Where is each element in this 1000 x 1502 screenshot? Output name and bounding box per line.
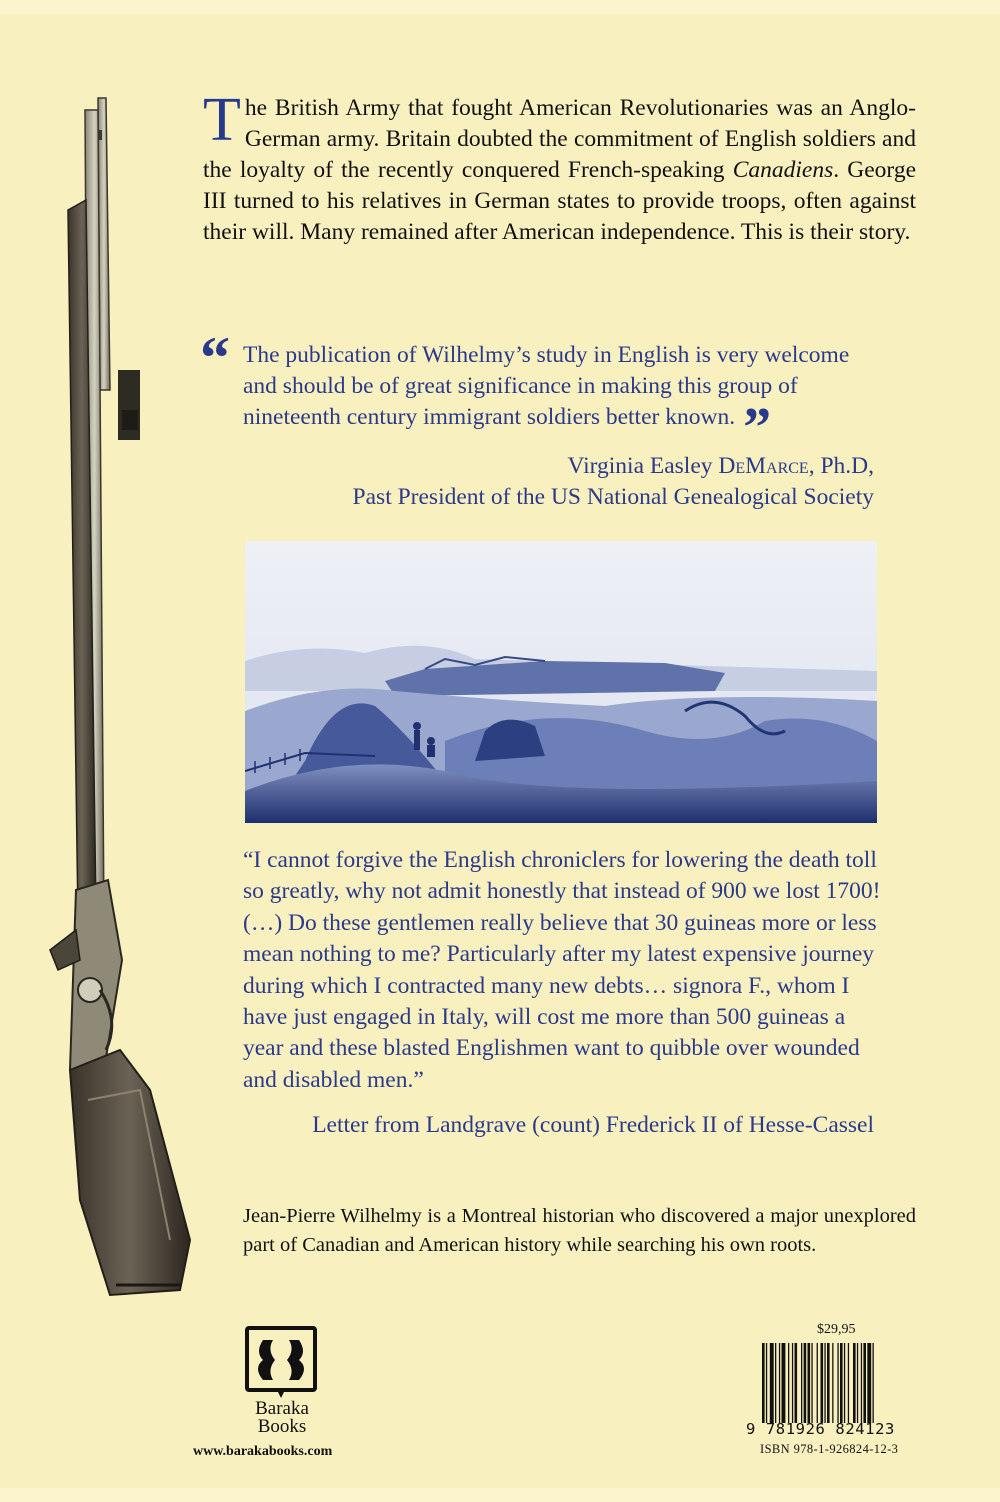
barcode-bar [766,1343,767,1423]
barcode-bar [840,1343,843,1423]
barcode-bar [873,1343,874,1423]
barcode-bar [795,1343,798,1423]
close-quote-mark: ” [743,397,772,459]
top-edge [0,0,1000,14]
intro-text-2: . George III turned to his relatives in German states to provide troops, often against their will. Many remained after American independence. This is their story. [203,157,917,245]
barcode-bar [779,1343,780,1423]
intro-italic-word: Canadiens [732,157,834,183]
author-bio: Jean-Pierre Wilhelmy is a Montreal historian who discovered a major unexplored part of Canadian and American history while searching his own roots. [243,1205,916,1256]
letter-quote: “I cannot forgive the English chroniclers for lowering the death toll so greatly, why not admit honestly that instead of 900 we lost 1700! (…) Do these gentlemen really believe that 30 guineas more or less mean nothing to me? Particularly after my latest expensive journey during which I contracted many new debts… signora F., whom I have just engaged in Italy, will cost me more than 500 guineas a year and these blasted Englishmen want to quibble over wounded and disabled men.” [243,847,881,1093]
barcode-digits: 9 781926 824123 [746,1420,895,1438]
open-quote-mark: “ [200,325,230,391]
barcode-bar [867,1343,871,1423]
price: $29,95 [817,1322,856,1337]
barcode-bar [770,1343,774,1423]
drop-cap: T [203,86,241,154]
testimonial-author-first: Virginia Easley [567,453,713,479]
barcode-bar [844,1343,845,1423]
musket-illustration [30,90,205,1300]
barcode-bar [801,1343,802,1423]
barcode-bar [837,1343,838,1423]
intro-text-1: he British Army that fought American Revolutionaries was an Anglo-German army. Britain doubted the commitment of English soldiers and the loyalty of the recently conquered French-speaking [203,95,916,183]
barcode-bar [863,1343,866,1423]
barcode-bar [762,1343,765,1423]
testimonial-author-last: DeMarce [718,453,809,479]
barcode-bar [775,1343,776,1423]
publisher-name-line1: Baraka [255,1398,309,1419]
barcode-bar [853,1343,856,1423]
testimonial-text: The publication of Wilhelmy’s study in English is very welcome and should be of great significance in making this group of nineteenth century immigrant soldiers better known. [243,342,850,430]
baraka-books-logo-icon [245,1326,317,1400]
barcode-bar [832,1343,833,1423]
barcode-bar [824,1343,825,1423]
barcode-bar [804,1343,807,1423]
testimonial-attribution [353,451,874,513]
barcode-bar [857,1343,858,1423]
letter-attribution: Letter from Landgrave (count) Frederick II of Hesse-Cassel [312,1112,874,1138]
publisher-website: www.barakabooks.com [193,1444,333,1459]
barcode-bar [827,1343,830,1423]
bottom-edge [0,1488,1000,1502]
barcode-bar [782,1343,786,1423]
barcode-bar [788,1343,789,1423]
barcode-bar [817,1343,818,1423]
barcode-bar [848,1343,849,1423]
testimonial-author-suffix: , Ph.D, [808,453,874,479]
barcode-bar [821,1343,824,1423]
landscape-engraving [245,541,877,823]
publisher-name-line2: Books [257,1416,307,1437]
barcode-bar [808,1343,811,1423]
testimonial-quote [243,340,883,459]
intro-paragraph [203,86,917,248]
barcode-bar [792,1343,793,1423]
isbn: ISBN 978-1-926824-12-3 [760,1442,899,1456]
barcode-bar [811,1343,812,1423]
barcode-bar [861,1343,862,1423]
publisher-name [232,1400,332,1436]
barcode [760,1343,918,1425]
testimonial-author-title: Past President of the US National Genealogical Society [352,484,874,510]
